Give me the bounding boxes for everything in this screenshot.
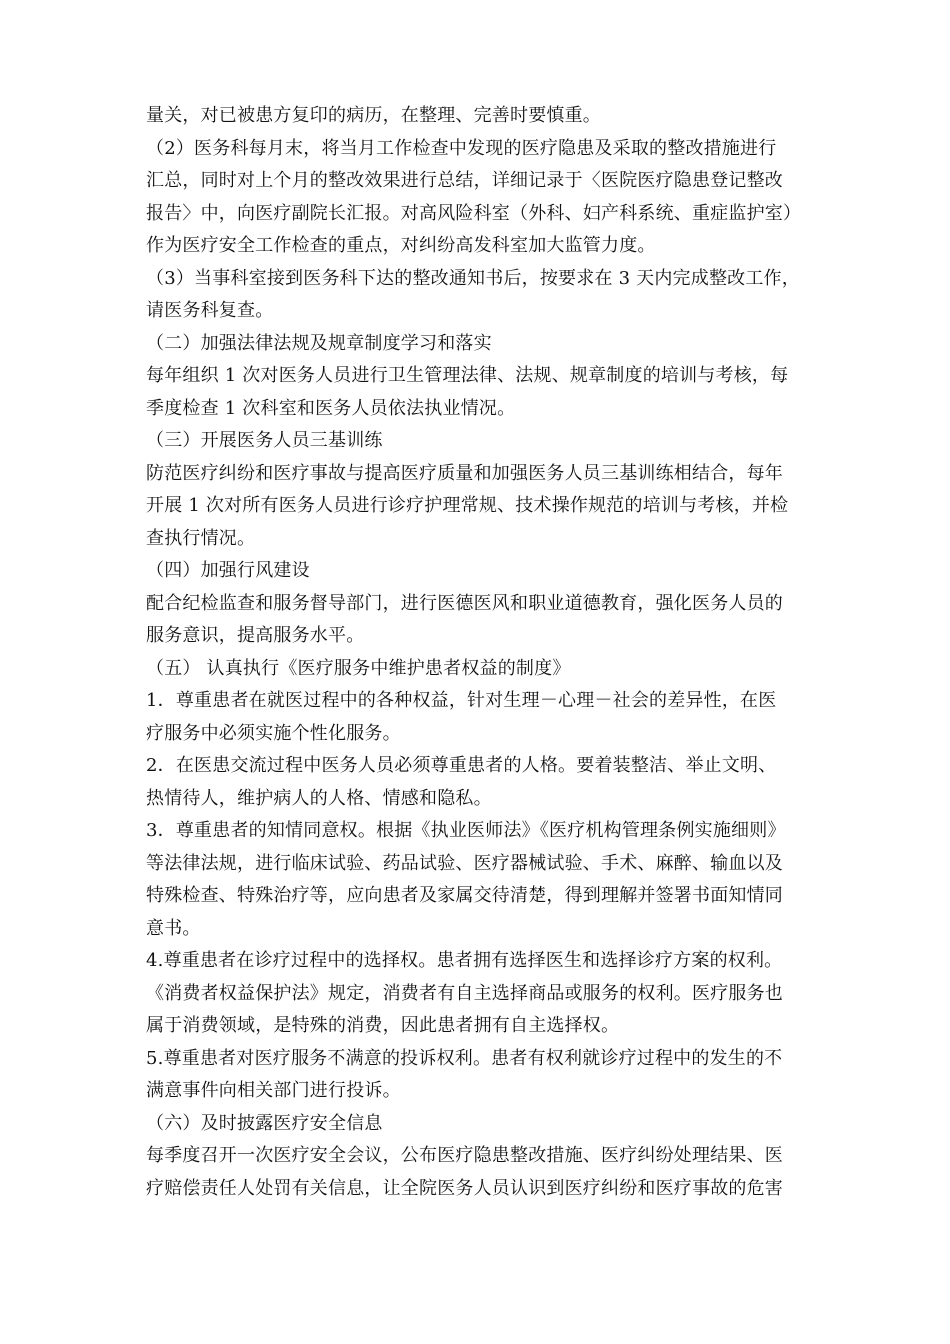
section-heading: （三）开展医务人员三基训练 (146, 430, 383, 451)
text-line: 等法律法规，进行临床试验、药品试验、医疗器械试验、手术、麻醉、输血以及 (146, 852, 783, 874)
text-line: 热情待人，维护病人的人格、情感和隐私。 (146, 787, 492, 809)
text-line: 疗服务中必须实施个性化服务。 (146, 722, 401, 744)
document-body (146, 100, 814, 1205)
text-line: 配合纪检监查和服务督导部门，进行医德医风和职业道德教育，强化医务人员的 (146, 592, 783, 614)
text-line: 量关，对已被患方复印的病历，在整理、完善时要慎重。 (146, 105, 601, 126)
text-line: 每季度召开一次医疗安全会议，公布医疗隐患整改措施、医疗纠纷处理结果、医 (146, 1145, 783, 1166)
text-line: （2）医务科每月末，将当月工作检查中发现的医疗隐患及采取的整改措施进行 (146, 137, 777, 159)
text-line: 请医务科复查。 (146, 300, 274, 321)
text-line: 特殊检查、特殊治疗等，应向患者及家属交待清楚，得到理解并签署书面知情同 (146, 885, 783, 906)
text-line: 疗赔偿责任人处罚有关信息，让全院医务人员认识到医疗纠纷和医疗事故的危害 (146, 1177, 783, 1199)
text-line: 查执行情况。 (146, 527, 256, 549)
section-heading: （二）加强法律法规及规章制度学习和落实 (146, 332, 492, 354)
text-line: 2．在医患交流过程中医务人员必须尊重患者的人格。要着装整洁、举止文明、 (146, 755, 777, 776)
text-line: 意书。 (146, 917, 201, 939)
text-line: 3．尊重患者的知情同意权。根据《执业医师法》《医疗机构管理条例实施细则》 (146, 820, 786, 841)
text-line: 属于消费领域，是特殊的消费，因此患者拥有自主选择权。 (146, 1015, 620, 1036)
text-line: 作为医疗安全工作检查的重点，对纠纷高发科室加大监管力度。 (146, 235, 656, 256)
section-heading: （六）及时披露医疗安全信息 (146, 1112, 383, 1134)
text-line: 《消费者权益保护法》规定，消费者有自主选择商品或服务的权利。医疗服务也 (146, 982, 783, 1004)
text-line: 服务意识，提高服务水平。 (146, 625, 365, 646)
text-line: 每年组织 1 次对医务人员进行卫生管理法律、法规、规章制度的培训与考核，每 (146, 365, 789, 386)
text-line: 汇总，同时对上个月的整改效果进行总结，详细记录于〈医院医疗隐患登记整改 (146, 170, 783, 191)
text-line: 4.尊重患者在诊疗过程中的选择权。患者拥有选择医生和选择诊疗方案的权利。 (146, 950, 783, 971)
text-line: 满意事件向相关部门进行投诉。 (146, 1080, 401, 1101)
text-line: 防范医疗纠纷和医疗事故与提高医疗质量和加强医务人员三基训练相结合，每年 (146, 462, 783, 484)
text-line: 季度检查 1 次科室和医务人员依法执业情况。 (146, 397, 516, 419)
section-heading: （四）加强行风建设 (146, 560, 310, 581)
text-line: 5.尊重患者对医疗服务不满意的投诉权利。患者有权利就诊疗过程中的发生的不 (146, 1047, 783, 1069)
section-heading: （五） 认真执行《医疗服务中维护患者权益的制度》 (146, 657, 571, 679)
text-line: 开展 1 次对所有医务人员进行诊疗护理常规、技术操作规范的培训与考核，并检 (146, 495, 789, 516)
text-line: （3）当事科室接到医务科下达的整改通知书后，按要求在 3 天内完成整改工作， (146, 267, 800, 289)
text-line: 报告〉中，向医疗副院长汇报。对高风险科室（外科、妇产科系统、重症监护室） (146, 202, 802, 224)
text-line: 1．尊重患者在就医过程中的各种权益，针对生理－心理－社会的差异性，在医 (146, 690, 777, 711)
